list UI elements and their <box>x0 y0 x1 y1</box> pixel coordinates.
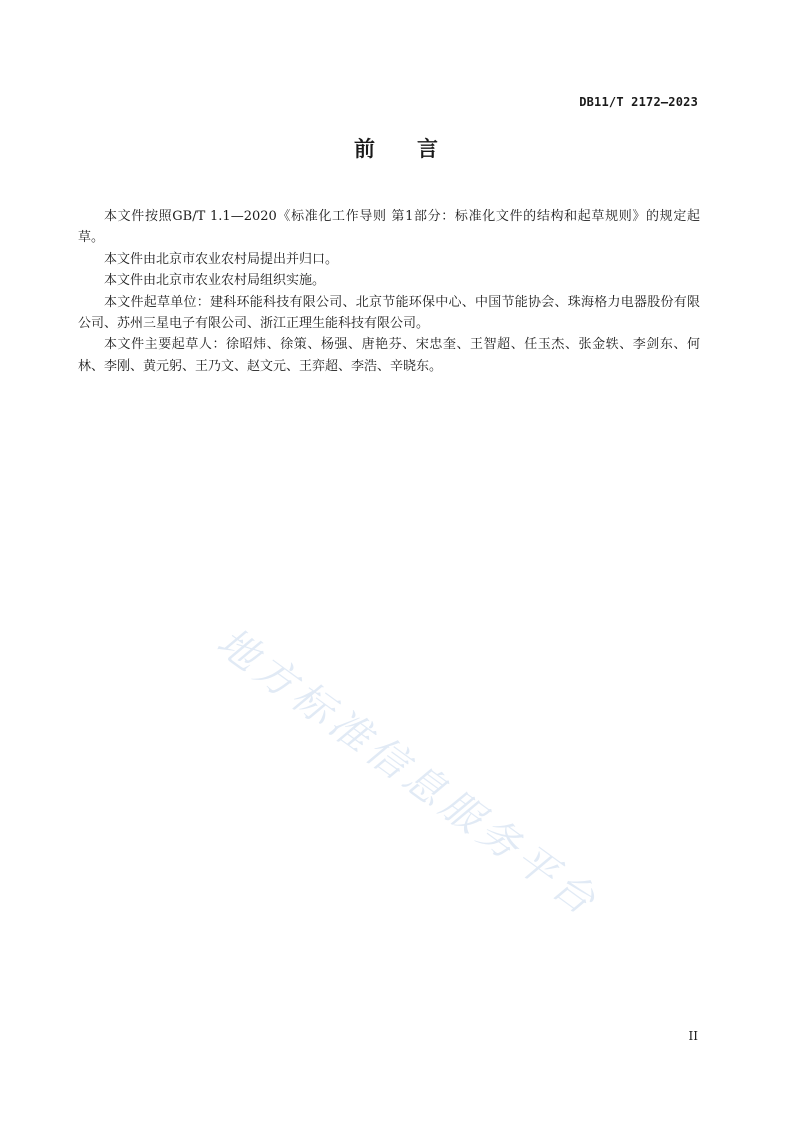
paragraph-drafters: 本文件主要起草人：徐昭炜、徐策、杨强、唐艳芬、宋忠奎、王智超、任玉杰、张金轶、李剑东、何林、李刚、黄元躬、王乃文、赵文元、王弈超、李浩、辛晓东。 <box>78 337 700 374</box>
paragraph-proposer: 本文件由北京市农业农村局提出并归口。 <box>104 251 339 267</box>
document-code: DB11/T 2172—2023 <box>579 95 698 109</box>
paragraph-implementer: 本文件由北京市农业农村局组织实施。 <box>104 273 326 289</box>
foreword-content <box>78 206 700 377</box>
paragraph-drafting-units: 本文件起草单位：建科环能科技有限公司、北京节能环保中心、中国节能协会、珠海格力电器股份有限公司、苏州三星电子有限公司、浙江正理生能科技有限公司。 <box>78 294 700 332</box>
title-char-1: 前 <box>354 137 375 161</box>
page-number: II <box>688 1029 698 1043</box>
title-char-2: 言 <box>417 137 438 161</box>
page-title <box>0 133 792 163</box>
watermark: 地方标准信息服务平台 <box>208 619 608 927</box>
paragraph-standard-basis: 本文件按照GB/T 1.1—2020《标准化工作导则 第1部分：标准化文件的结构和起草规则》的规定起草。 <box>78 209 700 246</box>
